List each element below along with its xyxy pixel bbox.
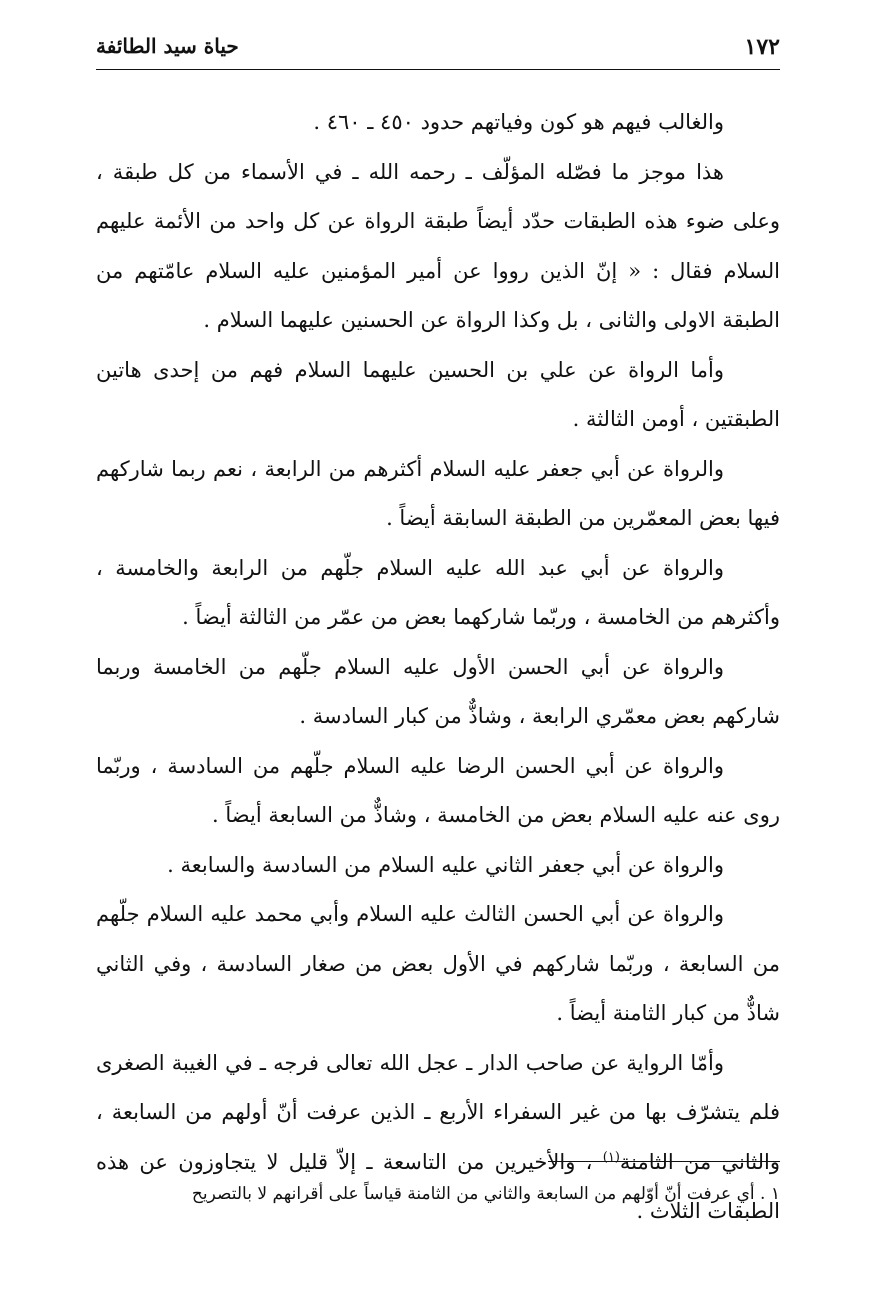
running-title: حياة سيد الطائفة: [96, 34, 239, 58]
paragraph: والغالب فيهم هو كون وفياتهم حدود ٤٥٠ ـ ٤٦٠ .: [313, 110, 724, 134]
page-number: ١٧٢: [744, 34, 780, 60]
paragraph: والرواة عن أبي عبد الله عليه السلام جلّهم من الرابعة والخامسة ، وأكثرهم من الخامسة ، وربّما شاركهما بعض من عمّر من الثالثة أيضاً .: [96, 555, 780, 629]
footnote-reference[interactable]: (١): [602, 1149, 620, 1165]
paragraph-text: وأمّا الرواية عن صاحب الدار ـ عجل الله تعالى فرجه ـ في الغيبة الصغرى فلم يتشرّف بها من غير السفراء الأربع ـ الذين عرفت أنّ أولهم من السابعة ، والثاني من الثامنة: [96, 1050, 780, 1174]
paragraph: والرواة عن أبي جعفر عليه السلام أكثرهم من الرابعة ، نعم ربما شاركهم فيها بعض المعمّرين من الطبقة السابقة أيضاً .: [96, 456, 780, 530]
paragraph: والرواة عن أبي الحسن الثالث عليه السلام وأبي محمد عليه السلام جلّهم من السابعة ، وربّما شاركهم في الأول بعض من صغار السادسة ، وفي الثاني شاذٌّ من كبار الثامنة أيضاً .: [96, 902, 780, 1025]
paragraph: والرواة عن أبي جعفر الثاني عليه السلام من السادسة والسابعة .: [167, 852, 724, 877]
footnote-rule: [548, 1161, 780, 1162]
paragraph: وأما الرواة عن علي بن الحسين عليهما السلام فهم من إحدى هاتين الطبقتين ، أومن الثالثة .: [96, 357, 780, 431]
paragraph: هذا موجز ما فصّله المؤلّف ـ رحمه الله ـ في الأسماء من كل طبقة ، وعلى ضوء هذه الطبقات حدّد أيضاً طبقة الرواة عن كل واحد من الأئمة عليهم السلام فقال : « إنّ الذين رووا عن أمير المؤمنين عليه السلام عامّتهم من الطبقة الاولى والثانى ، بل وكذا الرواة عن الحسنين عليهما السلام .: [96, 159, 780, 332]
footnote: ١ . أي عرفت أنّ أوّلهم من السابعة والثاني من الثامنة قياساً على أقرانهم لا بالتصريح: [191, 1184, 780, 1204]
header-rule: [96, 69, 780, 70]
paragraph: والرواة عن أبي الحسن الأول عليه السلام جلّهم من الخامسة وربما شاركهم بعض معمّري الرابعة ، وشاذٌّ من كبار السادسة .: [96, 654, 780, 728]
page-header: [96, 32, 780, 66]
body-text: [96, 98, 780, 1237]
paragraph: والرواة عن أبي الحسن الرضا عليه السلام جلّهم من السادسة ، وربّما روى عنه عليه السلام بعض من الخامسة ، وشاذٌّ من السابعة أيضاً .: [96, 753, 780, 827]
paragraph-tail: ، والأخيرين من التاسعة ـ إلاّ قليل لا يتجاوزون عن هذه الطبقات الثلاث .: [96, 1149, 780, 1223]
